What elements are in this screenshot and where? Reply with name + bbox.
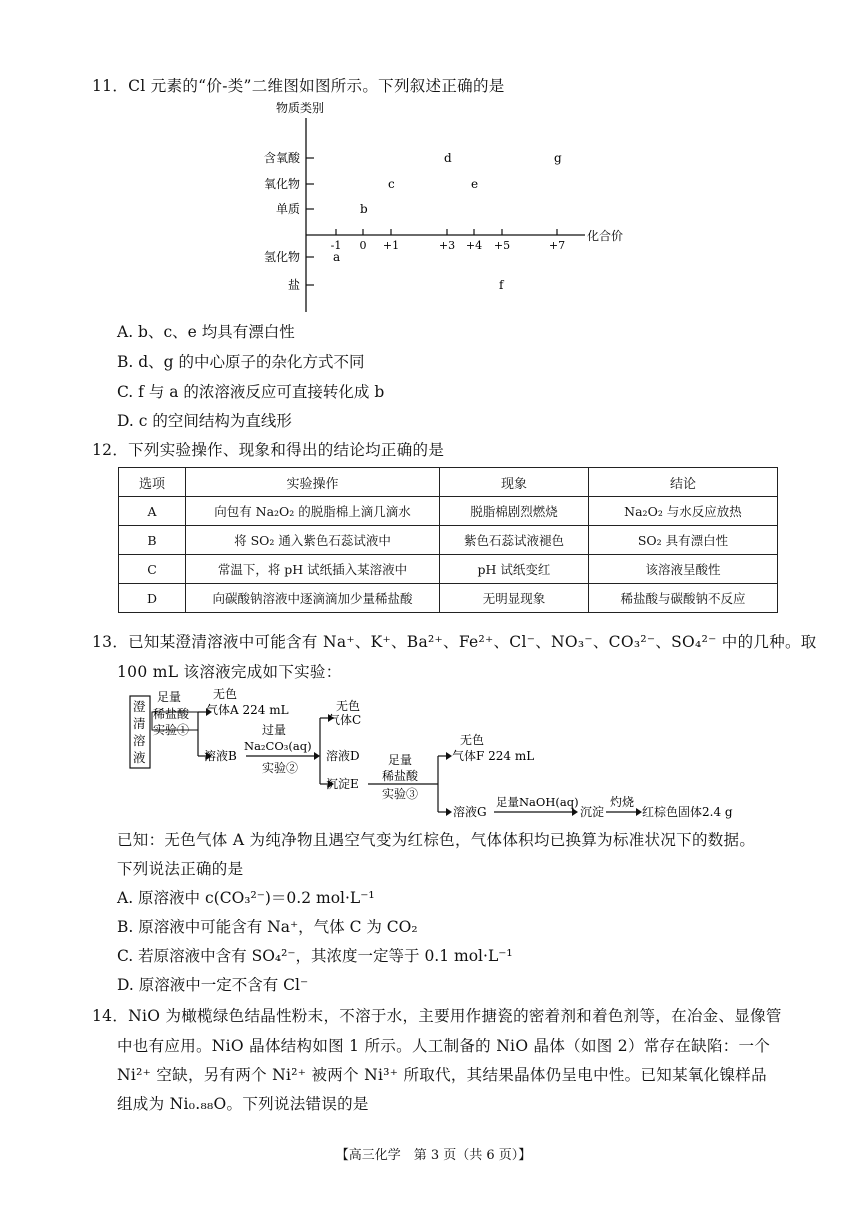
reagent2-mid: Na₂CO₃(aq) — [244, 739, 312, 753]
x-tick-label: +4 — [465, 239, 483, 252]
q13-option-b: B. 原溶液中可能含有 Na⁺，气体 C 为 CO₂ — [117, 918, 418, 936]
table-cell: 将 SO₂ 通入紫色石蕊试液中 — [186, 526, 440, 555]
table-cell: 稀盐酸与碳酸钠不反应 — [589, 584, 778, 613]
gasC-line1: 无色 — [336, 699, 361, 713]
x-tick-label: +7 — [548, 239, 566, 252]
table-cell: 向碳酸钠溶液中逐滴滴加少量稀盐酸 — [186, 584, 440, 613]
precipitate-2: 沉淀 — [580, 805, 605, 819]
q13-ask: 下列说法正确的是 — [117, 860, 244, 878]
q11-stem: 11．Cl 元素的“价-类”二维图如图所示。下列叙述正确的是 — [92, 77, 505, 95]
gasA-line1: 无色 — [213, 687, 238, 701]
gasC-line2: 气体C — [328, 713, 362, 727]
x-tick-label: 0 — [359, 239, 367, 252]
x-tick-label: +5 — [493, 239, 511, 252]
valence-category-chart — [250, 100, 630, 315]
reagent3-bot: 实验③ — [382, 787, 419, 801]
reagent3-mid: 稀盐酸 — [382, 769, 419, 783]
q13-option-a: A. 原溶液中 c(CO₃²⁻)＝0.2 mol·L⁻¹ — [117, 889, 375, 907]
header-cell: 结论 — [589, 468, 778, 497]
table-cell: 向包有 Na₂O₂ 的脱脂棉上滴几滴水 — [186, 497, 440, 526]
q11-option-a: A. b、c、e 均具有漂白性 — [117, 323, 295, 341]
header-cell: 现象 — [440, 468, 589, 497]
q14-line3: Ni²⁺ 空缺，另有两个 Ni²⁺ 被两个 Ni³⁺ 所取代，其结果晶体仍呈电中性。已知某氧化镍样品 — [117, 1066, 767, 1084]
table-header-row — [119, 468, 778, 497]
q13-note: 已知：无色气体 A 为纯净物且遇空气变为红棕色，气体体积均已换算为标准状况下的数据。 — [117, 831, 756, 849]
y-tick-label: 含氧酸 — [263, 151, 300, 165]
reagent5: 灼烧 — [610, 795, 635, 809]
solution-G: 溶液G — [453, 805, 487, 819]
experiment-table — [118, 467, 778, 613]
table-cell: SO₂ 具有漂白性 — [589, 526, 778, 555]
table-row — [119, 555, 778, 584]
q11-option-d: D. c 的空间结构为直线形 — [117, 412, 292, 430]
reagent1-mid: 稀盐酸 — [153, 707, 190, 721]
q14-line4: 组成为 Ni₀.₈₈O。下列说法错误的是 — [117, 1095, 369, 1113]
y-axis-title: 物质类别 — [276, 101, 325, 115]
table-cell: 常温下，将 pH 试纸插入某溶液中 — [186, 555, 440, 584]
header-cell: 选项 — [119, 468, 186, 497]
header-cell: 实验操作 — [186, 468, 440, 497]
table-cell: D — [119, 584, 186, 613]
q13-option-d: D. 原溶液中一定不含有 Cl⁻ — [117, 976, 309, 994]
solution-D: 溶液D — [326, 749, 360, 763]
y-tick-label: 氢化物 — [263, 250, 300, 264]
point-label-b: b — [360, 202, 368, 216]
q13-stem-line1: 13．已知某澄清溶液中可能含有 Na⁺、K⁺、Ba²⁺、Fe²⁺、Cl⁻、NO₃⁻、CO₃²⁻、SO₄²⁻ 中的几种。取 — [92, 633, 817, 651]
x-tick-label: +1 — [382, 239, 400, 252]
point-label-e: e — [471, 177, 479, 191]
table-cell: Na₂O₂ 与水反应放热 — [589, 497, 778, 526]
x-tick-label: -1 — [330, 239, 342, 252]
x-axis-title: 化合价 — [587, 229, 624, 243]
experiment-flowchart — [120, 686, 760, 821]
table-cell: B — [119, 526, 186, 555]
reagent2-bot: 实验② — [262, 761, 299, 775]
point-label-c: c — [388, 177, 395, 191]
y-tick-label: 单质 — [275, 202, 300, 216]
point-label-d: d — [444, 151, 452, 165]
q14-line1: 14．NiO 为橄榄绿色结晶性粉末，不溶于水，主要用作搪瓷的密着剂和着色剂等，在冶金、显像管 — [92, 1007, 782, 1025]
x-tick-label: +3 — [438, 239, 456, 252]
point-label-a: a — [333, 250, 341, 264]
reagent1-bot: 实验① — [153, 723, 190, 737]
reagent1-top: 足量 — [157, 690, 182, 704]
gasF-line2: 气体F 224 mL — [452, 749, 535, 763]
y-tick-label: 盐 — [287, 278, 300, 292]
q13-option-c: C. 若原溶液中含有 SO₄²⁻，其浓度一定等于 0.1 mol·L⁻¹ — [117, 947, 513, 965]
final-solid: 红棕色固体2.4 g — [642, 805, 733, 819]
solution-B: 溶液B — [204, 749, 237, 763]
q11-option-b: B. d、g 的中心原子的杂化方式不同 — [117, 353, 365, 371]
table-cell: 该溶液呈酸性 — [589, 555, 778, 584]
q13-stem-line2: 100 mL 该溶液完成如下实验： — [117, 663, 342, 681]
gasF-line1: 无色 — [460, 733, 485, 747]
table-cell: 无明显现象 — [440, 584, 589, 613]
q11-option-c: C. f 与 a 的浓溶液反应可直接转化成 b — [117, 383, 385, 401]
page-footer: 【高三化学 第 3 页（共 6 页）】 — [335, 1148, 532, 1163]
q14-line2: 中也有应用。NiO 晶体结构如图 1 所示。人工制备的 NiO 晶体（如图 2）常存在缺陷：一个 — [117, 1037, 771, 1055]
table-row — [119, 526, 778, 555]
y-tick-label: 氧化物 — [263, 177, 300, 191]
table-cell: A — [119, 497, 186, 526]
reagent4: 足量NaOH(aq) — [496, 795, 579, 809]
table-cell: C — [119, 555, 186, 584]
table-row — [119, 497, 778, 526]
table-row — [119, 584, 778, 613]
table-cell: 脱脂棉剧烈燃烧 — [440, 497, 589, 526]
q12-stem: 12．下列实验操作、现象和得出的结论均正确的是 — [92, 441, 445, 459]
start-label: 澄清溶液 — [133, 699, 146, 765]
gasA-line2: 气体A 224 mL — [206, 703, 289, 717]
table-cell: pH 试纸变红 — [440, 555, 589, 584]
point-label-f: f — [499, 278, 504, 292]
precipitate-E: 沉淀E — [326, 777, 359, 791]
table-cell: 紫色石蕊试液褪色 — [440, 526, 589, 555]
point-label-g: g — [554, 151, 562, 165]
reagent3-top: 足量 — [388, 753, 413, 767]
reagent2-top: 过量 — [262, 723, 287, 737]
